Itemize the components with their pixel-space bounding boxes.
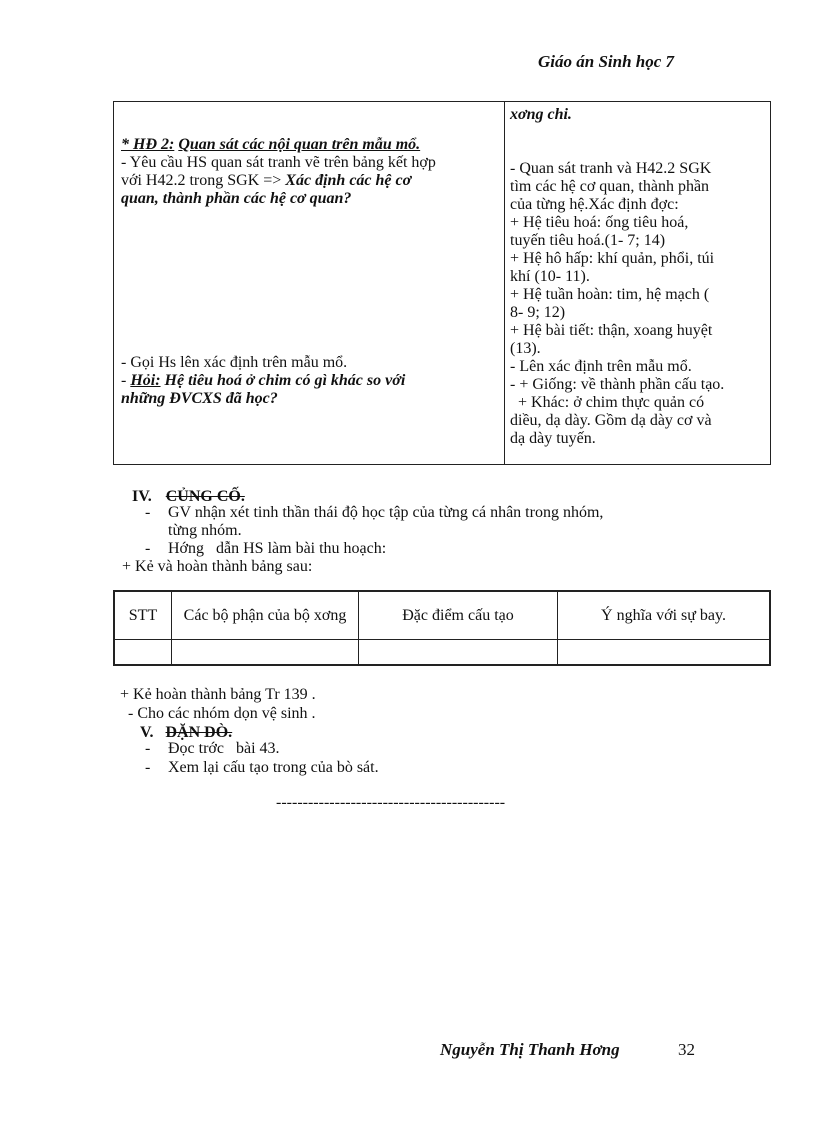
header-title: Giáo án Sinh học 7 — [538, 52, 675, 71]
header-parts: Các bộ phận của bộ xơng — [172, 592, 359, 640]
section-5-dash-2: - — [145, 759, 151, 776]
empty-cell[interactable] — [172, 640, 359, 665]
activity-table — [113, 101, 771, 465]
section-4-item-2: Hớng dẫn HS làm bài thu hoạch: — [168, 540, 387, 557]
answer-line: tìm các hệ cơ quan, thành phần — [510, 178, 710, 195]
right-top-line: xơng chi. — [510, 106, 572, 123]
answer-line: của từng hệ.Xác định đợc: — [510, 196, 679, 213]
answer-line: + Khác: ở chim thực quản có — [510, 394, 705, 411]
answer-line: + Hệ bài tiết: thận, xoang huyệt — [510, 322, 713, 339]
answer-line: + Hệ tiêu hoá: ống tiêu hoá, — [510, 214, 689, 231]
answer-line: + Hệ hô hấp: khí quản, phổi, túi — [510, 250, 715, 267]
instruction-line-3: quan, thành phần các hệ cơ quan? — [121, 190, 352, 207]
footer-author: Nguyễn Thị Thanh Hơng — [440, 1040, 620, 1059]
section-5-item-1: Đọc trớc bài 43. — [168, 740, 280, 757]
after-table-line-2: - Cho các nhóm dọn vệ sinh . — [124, 705, 316, 722]
answer-line: dạ dày tuyến. — [510, 430, 596, 447]
section-5-numeral: V. — [140, 724, 154, 741]
answer-line: + Hệ tuần hoàn: tim, hệ mạch ( — [510, 286, 710, 303]
activity-heading-title: Quan sát các nội quan trên mẫu mổ. — [178, 136, 421, 153]
instruction-line-1: - Yêu cầu HS quan sát tranh vẽ trên bảng kết hợp — [121, 154, 436, 171]
header-stt: STT — [115, 592, 172, 640]
section-4-plus-line: + Kẻ và hoàn thành bảng sau: — [122, 558, 313, 575]
section-4-item-1b: từng nhóm. — [168, 522, 242, 539]
section-5-item-2: Xem lại cấu tạo trong của bò sát. — [168, 759, 379, 776]
section-4-dash-2: - — [145, 540, 151, 557]
table-header-row — [115, 592, 770, 640]
section-5-title: DẶN DÒ. — [165, 724, 233, 741]
table-row — [115, 640, 770, 665]
header-structure: Đặc điểm cấu tạo — [359, 592, 558, 640]
answer-line: tuyến tiêu hoá.(1- 7; 14) — [510, 232, 666, 249]
instruction-line-2: với H42.2 trong SGK => — [121, 172, 282, 189]
instruction-line-2-emphasis: Xác định các hệ cơ — [285, 172, 412, 189]
section-4-item-1a: GV nhận xét tinh thần thái độ học tập của từng cá nhân trong nhóm, — [168, 504, 604, 521]
teacher-activity-cell — [121, 136, 496, 408]
column-divider — [504, 102, 505, 464]
activity-heading-prefix: * HĐ 2: — [121, 136, 175, 153]
student-activity-cell — [510, 106, 765, 448]
page-number: 32 — [678, 1040, 695, 1059]
instruction-line-4: - Gọi Hs lên xác định trên mẫu mổ. — [121, 354, 348, 371]
header-meaning: Ý nghĩa với sự bay. — [558, 592, 770, 640]
answer-line: - Quan sát tranh và H42.2 SGK — [510, 160, 712, 177]
answer-line: diều, dạ dày. Gồm dạ dày cơ và — [510, 412, 712, 429]
ask-question-1: Hệ tiêu hoá ở chim có gì khác so với — [164, 372, 406, 389]
section-5-dash-1: - — [145, 740, 151, 757]
answer-line: 8- 9; 12) — [510, 304, 566, 321]
section-4-dash-1: - — [145, 504, 151, 521]
skeleton-table — [113, 590, 771, 666]
separator-line: ------------------------------------------- — [276, 794, 506, 811]
ask-question-2: những ĐVCXS đã học? — [121, 390, 278, 407]
answer-line: khí (10- 11). — [510, 268, 590, 285]
answer-line: (13). — [510, 340, 541, 357]
answer-line: - Lên xác định trên mẫu mổ. — [510, 358, 692, 375]
ask-label: Hỏi: — [130, 372, 161, 389]
empty-cell[interactable] — [359, 640, 558, 665]
answer-line: - + Giống: về thành phần cấu tạo. — [510, 376, 725, 393]
section-4-title: CỦNG CỐ. — [165, 488, 245, 505]
ask-prefix: - — [121, 372, 131, 389]
after-table-line-1: + Kẻ hoàn thành bảng Tr 139 . — [120, 686, 316, 703]
section-4-numeral: IV. — [132, 488, 152, 505]
empty-cell[interactable] — [115, 640, 172, 665]
empty-cell[interactable] — [558, 640, 770, 665]
